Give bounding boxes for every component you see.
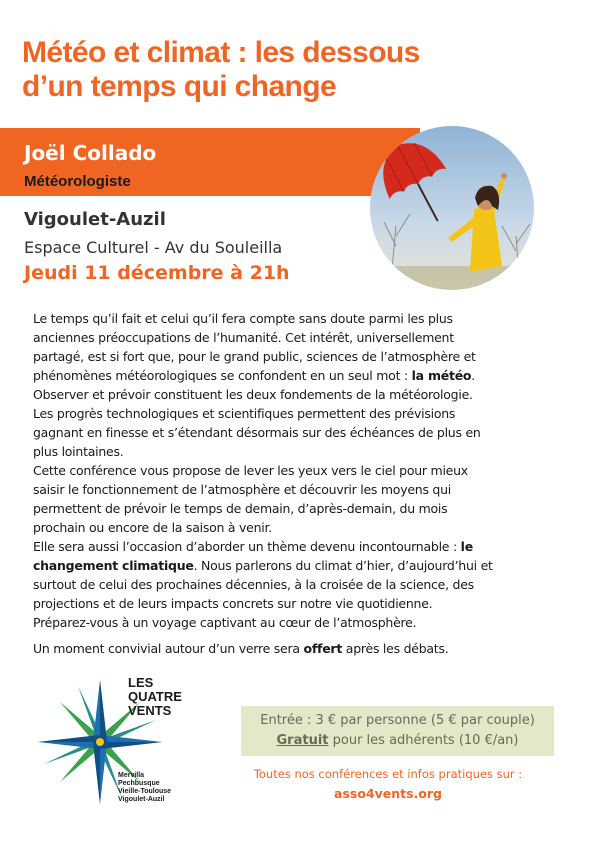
description-line: phénomènes météorologiques se confondent en un seul mot : la météo.: [33, 368, 475, 383]
pricing-line-1: Entrée : 3 € par personne (5 € par couple): [260, 713, 535, 728]
info-line: Toutes nos conférences et infos pratiques sur :: [253, 767, 523, 781]
logo-name: LES QUATRE VENTS: [128, 675, 182, 718]
closing-line: Un moment convivial autour d’un verre sera offert après les débats.: [33, 641, 449, 656]
description-line: surtout de celui des prochaines décennies, à la croisée de la science, des: [33, 577, 474, 592]
description-line: partagé, est si fort que, pour le grand public, sciences de l’atmosphère et: [33, 349, 476, 364]
highlight-offert: offert: [303, 641, 343, 656]
event-date: Jeudi 11 décembre à 21h: [24, 262, 290, 284]
title-line-1: Météo et climat : les dessous: [22, 36, 420, 69]
event-venue: Espace Culturel - Av du Souleilla: [24, 238, 283, 257]
description-line: Les progrès technologiques et scientifiques permettent des prévisions: [33, 406, 456, 421]
title-line-2: d’un temps qui change: [22, 70, 337, 103]
description-line: saisir le fonctionnement de l’atmosphère et découvrir les moyens qui: [33, 482, 452, 497]
speaker-name: Joël Collado: [24, 141, 157, 165]
website-link[interactable]: asso4vents.org: [334, 786, 442, 801]
pricing-line-2: Gratuit pour les adhérents (10 €/an): [276, 733, 519, 748]
event-title: [22, 36, 542, 104]
description-line: Préparez-vous à un voyage captivant au cœur de l’atmosphère.: [33, 615, 417, 630]
free-label: Gratuit: [276, 733, 329, 748]
town-name: Mervilla: [118, 772, 145, 779]
speaker-role: Météorologiste: [24, 173, 131, 190]
description-line: projections et de leurs impacts concrets sur notre vie quotidienne.: [33, 596, 433, 611]
description-line: anciennes préoccupations de l’humanité. Cet intérêt, universellement: [33, 330, 454, 345]
town-name: Vigoulet-Auzil: [118, 796, 165, 803]
woman-with-red-umbrella-photo: [370, 126, 534, 290]
description-line: prochain ou encore de la saison à venir.: [33, 520, 272, 535]
description-line: gagnant en finesse et s’étendant désormais sur des échéances de plus en: [33, 425, 481, 440]
description-line: Le temps qu’il fait et celui qu’il fera compte sans doute parmi les plus: [33, 311, 453, 326]
highlight-meteo: la météo: [411, 368, 472, 383]
pricing-box: [241, 706, 554, 756]
description-line: Cette conférence vous propose de lever les yeux vers le ciel pour mieux: [33, 463, 468, 478]
town-name: Pechbusque: [118, 780, 160, 787]
description-line: Elle sera aussi l’occasion d’aborder un thème devenu incontournable : le: [33, 539, 473, 554]
logo-towns: [118, 772, 171, 804]
town-name: Vieille-Toulouse: [118, 788, 172, 795]
highlight-changement-climatique: changement climatique: [33, 558, 194, 573]
description-line: Observer et prévoir constituent les deux fondements de la météorologie.: [33, 387, 473, 402]
description-line: changement climatique. Nous parlerons du climat d’hier, d’aujourd’hui et: [33, 558, 493, 573]
description-line: plus lointaines.: [33, 444, 124, 459]
description-line: permettent de prévoir le temps de demain, d’après-demain, du mois: [33, 501, 448, 516]
description: [33, 309, 563, 632]
event-location: Vigoulet-Auzil: [24, 209, 166, 230]
highlight-le: le: [460, 539, 473, 554]
